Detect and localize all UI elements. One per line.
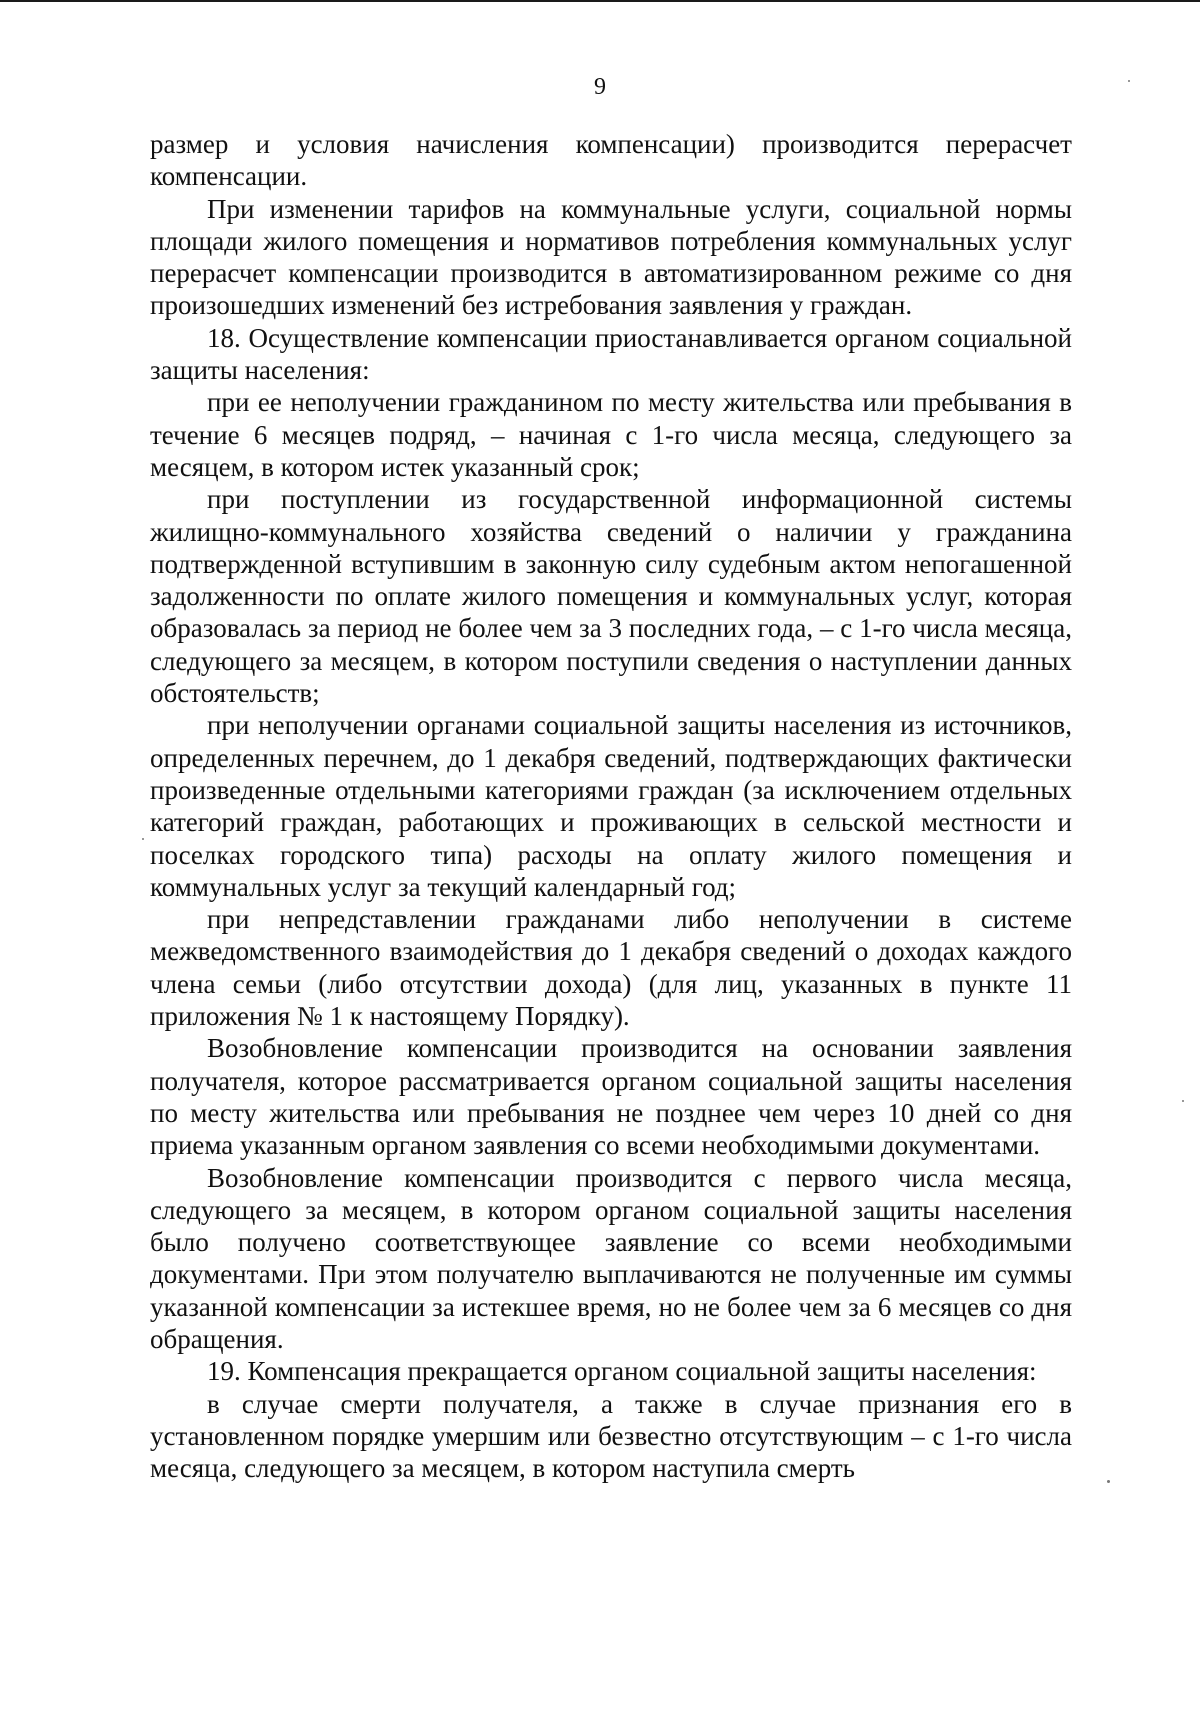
paragraph: 18. Осуществление компенсации приостанавливается органом социальной защиты населения: <box>150 322 1072 386</box>
scan-speck <box>1182 1100 1184 1102</box>
scan-speck <box>1128 80 1130 82</box>
paragraph: При изменении тарифов на коммунальные услуги, социальной нормы площади жилого помещения и нормативов потребления коммунальных услуг перерасчет компенсации производится в автоматизированном режиме со дня произошедших изменений без истребования заявления у граждан. <box>150 193 1072 321</box>
paragraph: при непредставлении гражданами либо неполучении в системе межведомственного взаимодействия до 1 декабря сведений о доходах каждого члена семьи (либо отсутствии дохода) (для лиц, указанных в пункте 11 приложения № 1 к настоящему Порядку). <box>150 904 1072 1032</box>
scan-speck <box>142 838 144 840</box>
paragraph: в случае смерти получателя, а также в случае признания его в установленном порядке умершим или безвестно отсутствующим – с 1-го числа месяца, следующего за месяцем, в котором наступила смерть <box>150 1388 1072 1484</box>
paragraph: Возобновление компенсации производится на основании заявления получателя, которое рассматривается органом социальной защиты населения по месту жительства или пребывания не позднее чем через 10 дней со дня приема указанным органом заявления со всеми необходимыми документами. <box>150 1033 1072 1161</box>
paragraph: размер и условия начисления компенсации) производится перерасчет компенсации. <box>150 129 1072 192</box>
paragraph: 19. Компенсация прекращается органом социальной защиты населения: <box>207 1356 1037 1387</box>
paragraph: при ее неполучении гражданином по месту жительства или пребывания в течение 6 месяцев подряд, – начиная с 1-го числа месяца, следующего за месяцем, в котором истек указанный срок; <box>150 387 1072 482</box>
document-body <box>150 128 1072 1484</box>
top-border <box>0 0 1200 2</box>
scan-speck <box>1107 1480 1110 1483</box>
page-number: 9 <box>594 74 606 100</box>
paragraph: при поступлении из государственной информационной системы жилищно-коммунального хозяйства сведений о наличии у гражданина подтвержденной вступившим в законную силу судебным актом непогашенной задолженности по оплате жилого помещения и коммунальных услуг, которая образовалась за период не более чем за 3 последних года, – с 1-го числа месяца, следующего за месяцем, в котором поступили сведения о наступлении данных обстоятельств; <box>150 484 1072 709</box>
paragraph: Возобновление компенсации производится с первого числа месяца, следующего за месяцем, в котором органом социальной защиты населения было получено соответствующее заявление со всеми необходимыми документами. При этом получателю выплачиваются не полученные им суммы указанной компенсации за истекшее время, но не более чем за 6 месяцев со дня обращения. <box>150 1162 1072 1354</box>
paragraph: при неполучении органами социальной защиты населения из источников, определенных перечнем, до 1 декабря сведений, подтверждающих фактически произведенные отдельными категориями граждан (за исключением отдельных категорий граждан, работающих и проживающих в сельской местности и поселках городского типа) расходы на оплату жилого помещения и коммунальных услуг за текущий календарный год; <box>150 710 1072 902</box>
